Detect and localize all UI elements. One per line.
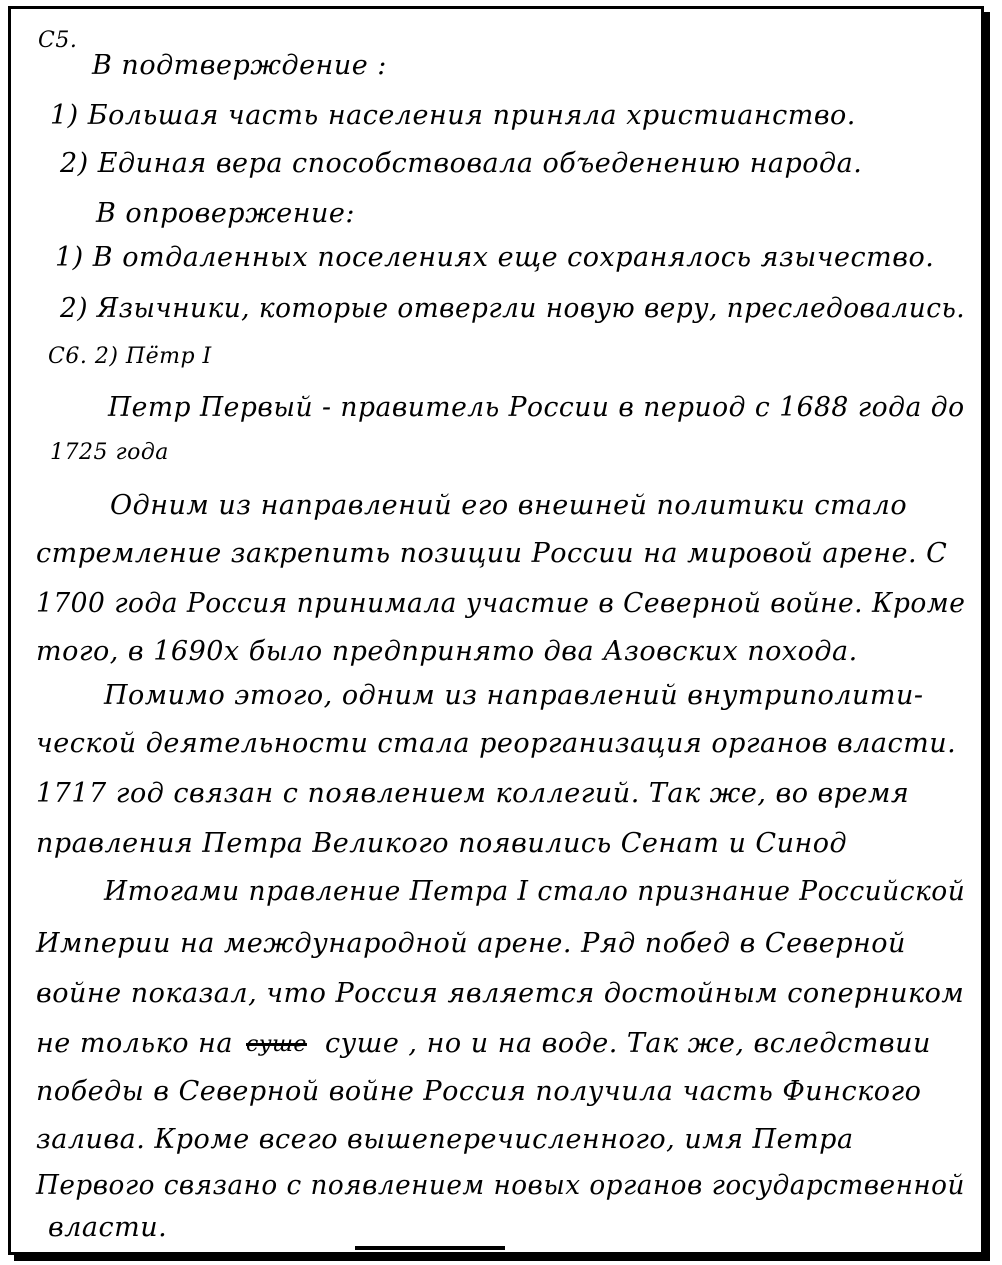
text-line: стремление закрепить позиции России на мировой арене. С — [36, 538, 948, 569]
answer-sheet — [8, 6, 984, 1255]
text-line: Помимо этого, одним из направлений внутриполити- — [104, 680, 924, 711]
text-line: Империи на международной арене. Ряд побед в Северной — [36, 928, 906, 959]
text-line: 2) Язычники, которые отвергли новую веру, преследовались. — [60, 293, 966, 324]
task-label-c5: С5. — [38, 28, 78, 53]
text-line: 1) Большая часть населения приняла христианство. — [50, 100, 856, 131]
text-line: войне показал, что Россия является достойным соперником — [36, 978, 965, 1009]
text-line: 1725 года — [50, 440, 169, 465]
text-line: Петр Первый - правитель России в период с 1688 года до — [108, 392, 965, 423]
struck-out-word: суше — [246, 1032, 307, 1057]
text-line: победы в Северной войне Россия получила часть Финского — [36, 1076, 922, 1107]
text-line: Одним из направлений его внешней политики стало — [110, 490, 908, 521]
text-line: не только на — [36, 1028, 233, 1059]
text-line: того, в 1690х было предпринято два Азовских похода. — [36, 636, 858, 667]
text-line: суше , но и на воде. Так же, вследствии — [325, 1028, 931, 1059]
text-line: 1) В отдаленных поселениях еще сохранялось язычество. — [55, 242, 935, 273]
text-line: 2) Единая вера способствовала объеденению народа. — [60, 148, 863, 179]
text-line: ческой деятельности стала реорганизация органов власти. — [36, 728, 957, 759]
text-line: Первого связано с появлением новых органов государственной — [36, 1170, 965, 1201]
bottom-edge-mark — [355, 1246, 505, 1250]
text-line: 1717 год связан с появлением коллегий. Так же, во время — [36, 778, 910, 809]
text-line: В подтверждение : — [92, 50, 387, 81]
text-line: В опровержение: — [96, 198, 356, 229]
task-label-c6: С6. 2) Пётр I — [48, 344, 212, 369]
text-line: власти. — [48, 1212, 168, 1243]
text-line: залива. Кроме всего вышеперечисленного, имя Петра — [36, 1124, 854, 1155]
text-line: 1700 года Россия принимала участие в Северной войне. Кроме — [36, 588, 966, 619]
text-line: правления Петра Великого появились Сенат и Синод — [36, 828, 848, 859]
text-line: Итогами правление Петра I стало признание Российской — [104, 876, 966, 907]
